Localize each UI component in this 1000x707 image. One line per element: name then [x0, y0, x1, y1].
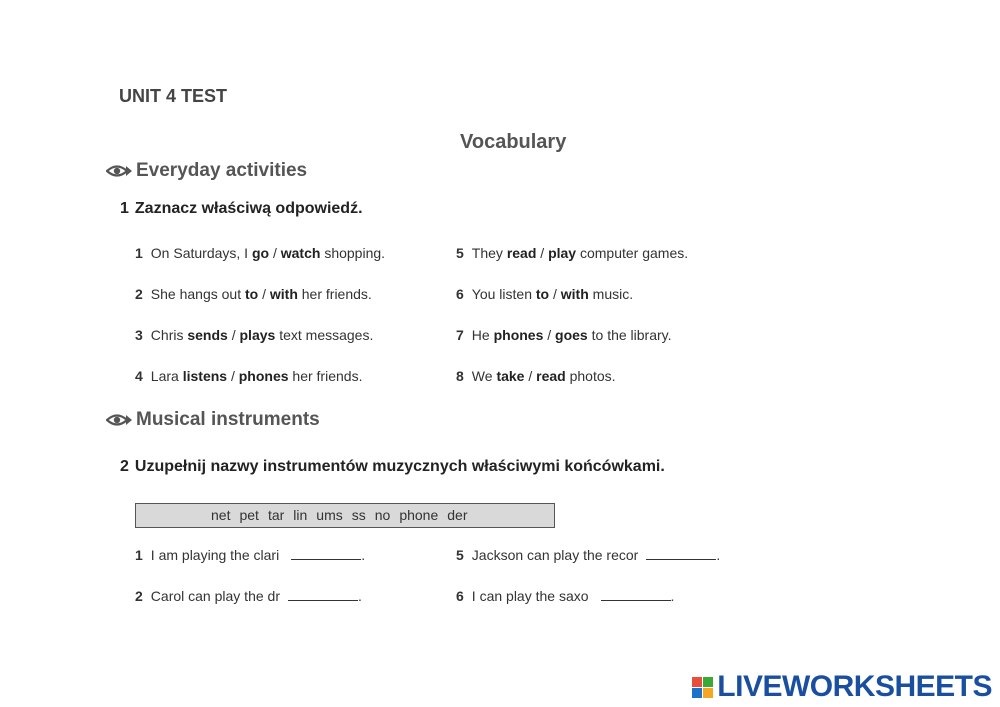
fill-in-item	[135, 547, 365, 563]
task-number: 2	[120, 458, 129, 475]
task-text: Uzupełnij nazwy instrumentów muzycznych właściwymi końcówkami.	[134, 458, 665, 475]
exercise-item	[456, 245, 688, 261]
word-bank-item: der	[447, 507, 468, 523]
word-bank-item: ums	[316, 507, 343, 523]
option-b[interactable]: read	[536, 368, 566, 384]
item-end: .	[357, 588, 362, 604]
fill-in-item	[135, 588, 362, 604]
word-bank	[135, 503, 555, 528]
item-number: 5	[456, 547, 464, 563]
unit-title: UNIT 4 TEST	[119, 86, 228, 106]
option-b[interactable]: with	[269, 286, 298, 302]
option-separator: /	[536, 245, 549, 261]
option-b[interactable]: with	[560, 286, 589, 302]
item-number: 2	[135, 286, 143, 302]
option-a[interactable]: listens	[182, 368, 228, 384]
item-text: shopping.	[320, 245, 386, 261]
item-number: 1	[135, 245, 143, 261]
word-bank-item: phone	[399, 507, 439, 523]
option-a[interactable]: read	[506, 245, 537, 261]
item-number: 5	[456, 245, 464, 261]
item-number: 8	[456, 368, 464, 384]
eye-arrow-icon	[106, 162, 132, 180]
exercise-item	[135, 245, 385, 261]
option-a[interactable]: to	[535, 286, 550, 302]
option-a[interactable]: take	[496, 368, 525, 384]
item-text: text messages.	[275, 327, 374, 343]
exercise-item	[456, 327, 672, 343]
fill-in-item	[456, 547, 720, 563]
exercise-item	[135, 368, 362, 384]
exercise-item	[135, 327, 373, 343]
option-separator: /	[269, 245, 281, 261]
word-bank-item: pet	[239, 507, 259, 523]
item-text: her friends.	[288, 368, 363, 384]
task-instruction-2	[120, 458, 665, 476]
section-heading: Vocabulary	[460, 131, 567, 153]
item-number: 4	[135, 368, 143, 384]
answer-blank[interactable]	[288, 588, 358, 601]
item-text: We	[471, 368, 497, 384]
option-separator: /	[549, 286, 561, 302]
item-text: music.	[588, 286, 634, 302]
task-number: 1	[120, 200, 129, 217]
item-text: Carol can play the dr	[150, 588, 280, 604]
option-b[interactable]: watch	[280, 245, 321, 261]
logo-blocks-icon	[692, 677, 713, 698]
logo-block	[703, 677, 713, 687]
item-text: On Saturdays, I	[150, 245, 252, 261]
word-bank-item: tar	[267, 507, 285, 523]
item-end: .	[716, 547, 721, 563]
fill-in-item	[456, 588, 674, 604]
option-separator: /	[227, 327, 240, 343]
item-end: .	[361, 547, 366, 563]
option-b[interactable]: plays	[239, 327, 276, 343]
option-b[interactable]: play	[548, 245, 577, 261]
item-text: Lara	[150, 368, 183, 384]
item-text: Jackson can play the recor	[471, 547, 639, 563]
exercise-item	[135, 286, 372, 302]
item-end: .	[670, 588, 675, 604]
item-text: computer games.	[576, 245, 689, 261]
item-number: 3	[135, 327, 143, 343]
liveworksheets-logo	[692, 670, 992, 704]
option-separator: /	[543, 327, 556, 343]
option-a[interactable]: sends	[187, 327, 228, 343]
option-a[interactable]: phones	[493, 327, 544, 343]
word-bank-item: lin	[293, 507, 308, 523]
word-bank-item: no	[374, 507, 391, 523]
section-title: Musical instruments	[136, 409, 320, 430]
word-bank-item: ss	[351, 507, 366, 523]
item-text: photos.	[565, 368, 616, 384]
item-number: 6	[456, 286, 464, 302]
task-text: Zaznacz właściwą odpowiedź.	[134, 200, 363, 217]
option-a[interactable]: go	[251, 245, 270, 261]
item-number: 2	[135, 588, 143, 604]
item-text: He	[471, 327, 494, 343]
eye-arrow-icon	[106, 411, 132, 429]
option-b[interactable]: goes	[555, 327, 588, 343]
task-instruction-1	[120, 200, 363, 218]
section-title: Everyday activities	[136, 160, 308, 181]
exercise-item	[456, 368, 616, 384]
logo-block	[703, 688, 713, 698]
item-text: She hangs out	[150, 286, 245, 302]
logo-block	[692, 677, 702, 687]
answer-blank[interactable]	[291, 547, 361, 560]
item-text: to the library.	[587, 327, 672, 343]
item-text: They	[471, 245, 507, 261]
item-text: I can play the saxo	[471, 588, 589, 604]
answer-blank[interactable]	[601, 588, 671, 601]
item-text: Chris	[150, 327, 188, 343]
item-text: I am playing the clari	[150, 547, 280, 563]
logo-block	[692, 688, 702, 698]
answer-blank[interactable]	[646, 547, 716, 560]
option-b[interactable]: phones	[238, 368, 289, 384]
item-number: 7	[456, 327, 464, 343]
item-text: You listen	[471, 286, 536, 302]
item-number: 6	[456, 588, 464, 604]
option-a[interactable]: to	[244, 286, 259, 302]
word-bank-item: net	[211, 507, 231, 523]
section-musical-instruments	[106, 409, 320, 431]
item-text: her friends.	[297, 286, 372, 302]
logo-text: LIVEWORKSHEETS	[717, 670, 992, 703]
section-everyday-activities	[106, 160, 307, 182]
option-separator: /	[227, 368, 239, 384]
item-number: 1	[135, 547, 143, 563]
option-separator: /	[258, 286, 270, 302]
option-separator: /	[524, 368, 537, 384]
exercise-item	[456, 286, 633, 302]
